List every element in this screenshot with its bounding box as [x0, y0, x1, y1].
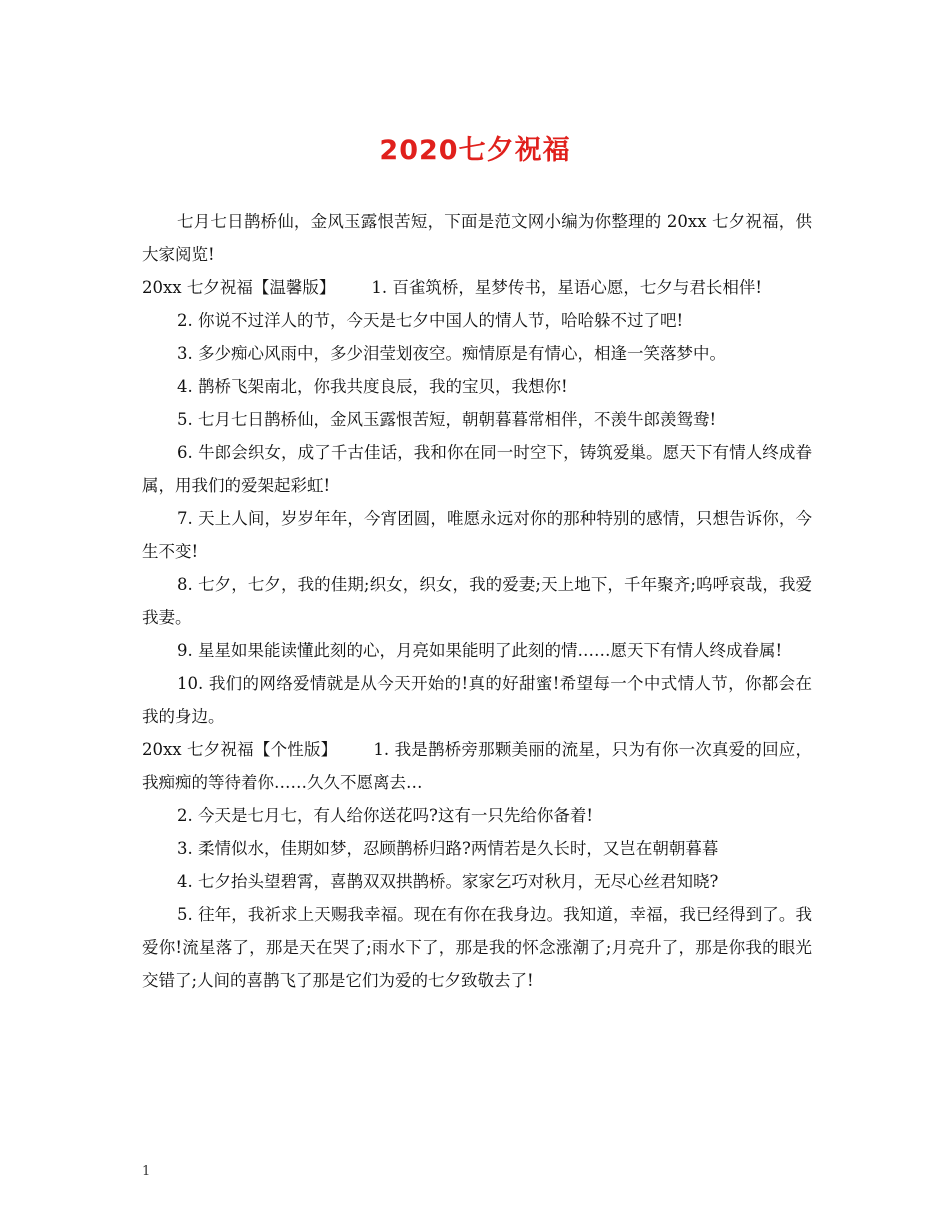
list-item: 4. 鹊桥飞架南北，你我共度良辰，我的宝贝，我想你!	[177, 377, 568, 396]
intro-paragraph: 七月七日鹊桥仙，金风玉露恨苦短，下面是范文网小编为你整理的 20xx 七夕祝福，供大家阅览!	[142, 212, 812, 264]
section-label-warm: 20xx 七夕祝福【温馨版】	[142, 278, 336, 297]
list-item: 9. 星星如果能读懂此刻的心，月亮如果能明了此刻的情……愿天下有情人终成眷属!	[177, 641, 783, 660]
list-item: 5. 往年，我祈求上天赐我幸福。现在有你在我身边。我知道，幸福，我已经得到了。我爱你!流星落了，那是天在哭了;雨水下了，那是我的怀念涨潮了;月亮升了，那是你我的眼光交错了;人间的喜鹊飞了那是它们为爱的七夕致敬去了!	[142, 905, 812, 990]
list-item: 8. 七夕，七夕，我的佳期;织女，织女，我的爱妻;天上地下，千年聚齐;呜呼哀哉，我爱我妻。	[142, 575, 812, 627]
list-item: 2. 今天是七月七，有人给你送花吗?这有一只先给你备着!	[177, 806, 593, 825]
list-item: 10. 我们的网络爱情就是从今天开始的!真的好甜蜜!希望每一个中式情人节，你都会在我的身边。	[142, 674, 812, 726]
section-personal-first-line	[142, 733, 812, 799]
document-title: 2020七夕祝福	[379, 135, 571, 166]
section-label-personal: 20xx 七夕祝福【个性版】	[142, 740, 338, 759]
page-number: 1	[142, 1164, 151, 1179]
list-item: 4. 七夕抬头望碧霄，喜鹊双双拱鹊桥。家家乞巧对秋月，无尽心丝君知晓?	[177, 872, 719, 891]
section-warm-first-line	[142, 271, 812, 304]
list-item: 1. 我是鹊桥旁那颗美丽的流星，只为有你一次真爱的回应，我痴痴的等待着你……久久不愿离去…	[142, 740, 812, 792]
list-item: 3. 柔情似水，佳期如梦，忍顾鹊桥归路?两情若是久长时，又岂在朝朝暮暮	[177, 839, 719, 858]
list-item: 5. 七月七日鹊桥仙，金风玉露恨苦短，朝朝暮暮常相伴，不羡牛郎羡鸳鸯!	[177, 410, 717, 429]
list-item: 6. 牛郎会织女，成了千古佳话，我和你在同一时空下，铸筑爱巢。愿天下有情人终成眷属，用我们的爱架起彩虹!	[142, 443, 812, 495]
document-body	[142, 205, 812, 997]
list-item: 1. 百雀筑桥，星梦传书，星语心愿，七夕与君长相伴!	[371, 278, 762, 297]
list-item: 7. 天上人间，岁岁年年，今宵团圆，唯愿永远对你的那种特别的感情，只想告诉你，今生不变!	[142, 509, 812, 561]
list-item: 3. 多少痴心风雨中，多少泪莹划夜空。痴情原是有情心，相逢一笑落梦中。	[177, 344, 726, 363]
list-item: 2. 你说不过洋人的节，今天是七夕中国人的情人节，哈哈躲不过了吧!	[177, 311, 684, 330]
